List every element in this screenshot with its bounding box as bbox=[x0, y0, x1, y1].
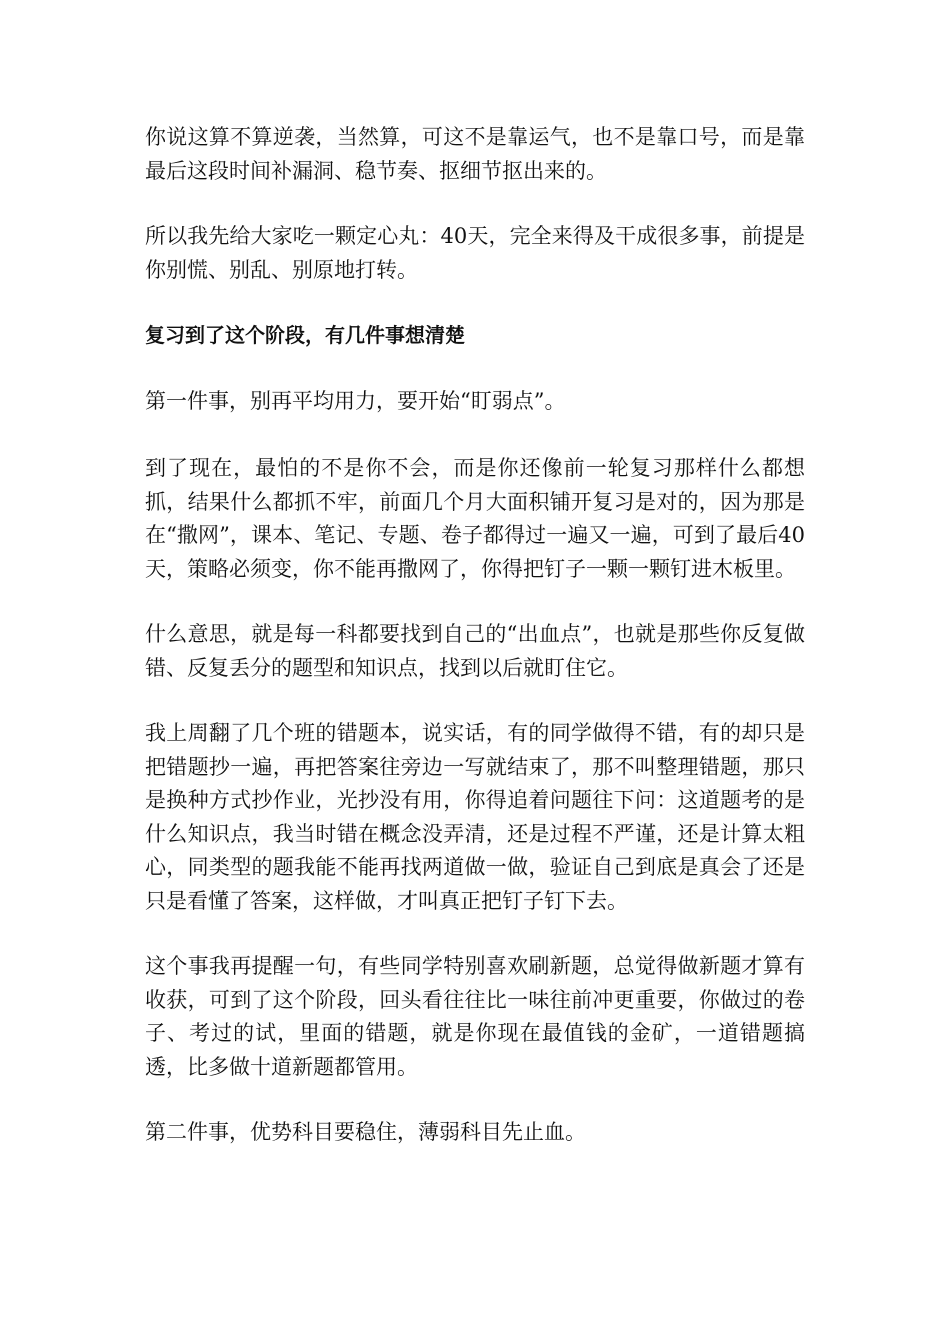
paragraph-first-point: 第一件事，别再平均用力，要开始“盯弱点”。 bbox=[145, 388, 566, 413]
document-page bbox=[145, 121, 805, 1184]
paragraph-intro-1: 你说这算不算逆袭，当然算，可这不是靠运气，也不是靠口号，而是靠最后这段时间补漏洞、稳节奏、抠细节抠出来的。 bbox=[145, 125, 805, 183]
paragraph-error-notebook: 我上周翻了几个班的错题本，说实话，有的同学做得不错，有的却只是把错题抄一遍，再把答案往旁边一写就结束了，那不叫整理错题，那只是换种方式抄作业，光抄没有用，你得追着问题往下问：这道题考的是什么知识点，我当时错在概念没弄清，还是过程不严谨，还是计算太粗心，同类型的题我能不能再找两道做一做，验证自己到底是真会了还是只是看懂了答案，这样做，才叫真正把钉子钉下去。 bbox=[145, 721, 805, 913]
section-heading: 复习到了这个阶段，有几件事想清楚 bbox=[145, 323, 465, 347]
paragraph-bleeding-points: 什么意思，就是每一科都要找到自己的“出血点”，也就是那些你反复做错、反复丢分的题型和知识点，找到以后就盯住它。 bbox=[145, 622, 805, 680]
paragraph-reminder: 这个事我再提醒一句，有些同学特别喜欢刷新题，总觉得做新题才算有收获，可到了这个阶段，回头看往往比一味往前冲更重要，你做过的卷子、考过的试，里面的错题，就是你现在最值钱的金矿，一道错题搞透，比多做十道新题都管用。 bbox=[145, 954, 805, 1079]
paragraph-second-point: 第二件事，优势科目要稳住，薄弱科目先止血。 bbox=[145, 1120, 586, 1144]
paragraph-intro-2: 所以我先给大家吃一颗定心丸：40天，完全来得及干成很多事，前提是你别慌、别乱、别原地打转。 bbox=[145, 224, 805, 282]
paragraph-strategy: 到了现在，最怕的不是你不会，而是你还像前一轮复习那样什么都想抓，结果什么都抓不牢，前面几个月大面积铺开复习是对的，因为那是在“撒网”，课本、笔记、专题、卷子都得过一遍又一遍，可到了最后40天，策略必须变，你不能再撒网了，你得把钉子一颗一颗钉进木板里。 bbox=[145, 456, 805, 581]
